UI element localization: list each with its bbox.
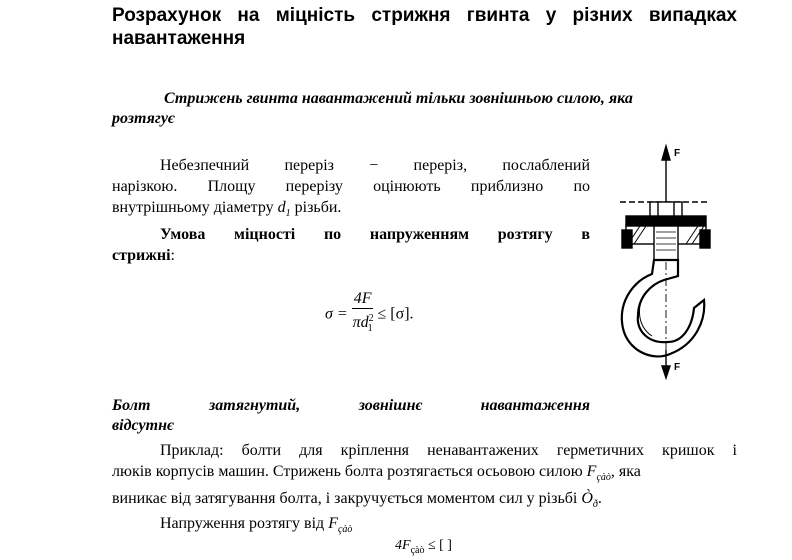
- section-heading-tension: [112, 89, 737, 129]
- paragraph-tension-stress: [112, 513, 737, 540]
- strength-condition-line-2: стрижні:: [112, 247, 175, 264]
- hook-bolt-figure: [606, 140, 724, 380]
- paragraph-text: Напруження розтягу від: [160, 515, 325, 532]
- formula-numerator: 4F: [395, 538, 411, 553]
- strength-condition: [112, 224, 590, 266]
- diameter-symbol: $d_1$: [277, 199, 291, 220]
- paragraph-text: люків корпусів машин. Стрижень болта розтягається осьовою силою: [112, 463, 583, 480]
- page-title: Розрахунок на міцність стрижня гвинта у різних випадках навантаження: [112, 5, 737, 49]
- paragraph-text: .: [597, 490, 602, 508]
- section-heading-tightened-bolt: [112, 396, 590, 436]
- paragraph-line: [112, 461, 737, 488]
- section-heading-line-2: розтягує: [112, 110, 175, 127]
- formula-partial: [395, 538, 452, 556]
- paragraph-line: нарізкою. Площу перерізу оцінюють приблизно по: [112, 178, 590, 195]
- paragraph-line: Небезпечний переріз − переріз, послаблений: [160, 157, 590, 174]
- formula-lhs: σ =: [325, 305, 348, 323]
- thread-torque-symbol: $Ò_ð$: [581, 490, 598, 511]
- formula-rhs: ≤ [σ].: [377, 305, 414, 323]
- hook-bolt-drawing: [606, 140, 724, 380]
- paragraph-line: [112, 488, 737, 515]
- paragraph-text: внутрішньому діаметру: [112, 199, 274, 216]
- formula-fraction: $\frac{4F}{\pi d^2_1}$: [352, 290, 374, 335]
- paragraph-text: виникає від затягування болта, і закручується моментом сил у різьбі: [112, 490, 578, 508]
- tightening-force-symbol: $F_{çàò}$: [586, 463, 611, 484]
- paragraph-line: [112, 197, 590, 224]
- formula-stress-condition: [325, 290, 414, 339]
- paragraph-line: Приклад: болти для кріплення ненавантажених герметичних кришок і: [160, 442, 737, 459]
- section-heading-line-2: відсутнє: [112, 417, 174, 434]
- force-label-bottom: F: [674, 362, 681, 373]
- paragraph-example: [112, 440, 737, 515]
- strength-condition-line-1: Умова міцності по напруженням розтягу в: [160, 226, 590, 243]
- section-heading-line-1: Болт затягнутий, зовнішнє навантаження: [112, 397, 590, 414]
- paragraph-text: , яка: [610, 463, 641, 480]
- paragraph-dangerous-section: [112, 155, 590, 224]
- tightening-force-symbol: $F_{çàò}$: [328, 515, 353, 536]
- section-heading-line-1: Стрижень гвинта навантажений тільки зовнішньою силою, яка: [164, 90, 633, 107]
- formula-rhs: ≤ [ ]: [427, 538, 452, 553]
- formula-subscript: çàò: [410, 544, 425, 556]
- paragraph-text: різьби.: [294, 199, 342, 216]
- force-label-top: F: [674, 148, 681, 159]
